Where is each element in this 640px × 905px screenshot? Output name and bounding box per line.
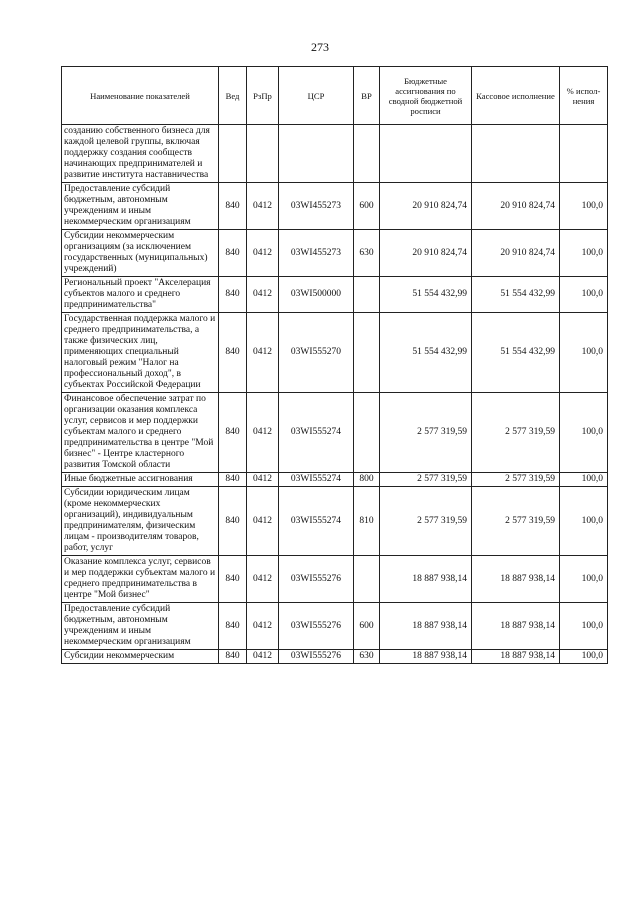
cell-ved: 840 <box>219 556 247 603</box>
table-row <box>62 277 608 313</box>
table-row <box>62 473 608 487</box>
cell-budget-allocation: 18 887 938,14 <box>380 650 472 664</box>
cell-csr: 03WI455273 <box>279 183 354 230</box>
header-execution-percent: % испол- нения <box>560 67 608 125</box>
cell-ved: 840 <box>219 393 247 473</box>
budget-execution-table <box>61 66 608 664</box>
cell-indicator-name: Субсидии некоммерческим организациям (за исключением государственных (муниципальных) учреждений) <box>62 230 219 277</box>
cell-budget-allocation: 20 910 824,74 <box>380 183 472 230</box>
cell-indicator-name: Финансовое обеспечение затрат по организации оказания комплекса услуг, сервисов и мер поддержки субъектам малого и среднего предпринимательства в центре "Мой бизнес" - Центре кластерного развития Томской области <box>62 393 219 473</box>
page-number: 273 <box>311 40 329 54</box>
cell-indicator-name: Предоставление субсидий бюджетным, автономным учреждениям и иным некоммерческим организациям <box>62 183 219 230</box>
cell-budget-allocation: 51 554 432,99 <box>380 277 472 313</box>
cell-ved: 840 <box>219 230 247 277</box>
cell-csr: 03WI500000 <box>279 277 354 313</box>
cell-ved: 840 <box>219 650 247 664</box>
cell-csr: 03WI555274 <box>279 473 354 487</box>
header-vr: ВР <box>354 67 380 125</box>
cell-cash-execution <box>472 125 560 183</box>
cell-execution-percent: 100,0 <box>560 556 608 603</box>
cell-execution-percent: 100,0 <box>560 313 608 393</box>
cell-cash-execution: 2 577 319,59 <box>472 487 560 556</box>
header-budget-allocation: Бюджетные ассигнования по сводной бюджетной росписи <box>380 67 472 125</box>
cell-execution-percent: 100,0 <box>560 277 608 313</box>
cell-cash-execution: 18 887 938,14 <box>472 650 560 664</box>
cell-csr: 03WI555276 <box>279 556 354 603</box>
cell-csr <box>279 125 354 183</box>
table-row <box>62 183 608 230</box>
cell-budget-allocation: 18 887 938,14 <box>380 556 472 603</box>
header-csr: ЦСР <box>279 67 354 125</box>
cell-ved: 840 <box>219 473 247 487</box>
cell-vr <box>354 393 380 473</box>
table-row <box>62 125 608 183</box>
cell-ved: 840 <box>219 277 247 313</box>
header-rzpr: РзПр <box>247 67 279 125</box>
cell-vr: 810 <box>354 487 380 556</box>
cell-budget-allocation: 2 577 319,59 <box>380 393 472 473</box>
cell-cash-execution: 51 554 432,99 <box>472 277 560 313</box>
cell-vr <box>354 556 380 603</box>
cell-vr: 630 <box>354 650 380 664</box>
cell-execution-percent: 100,0 <box>560 650 608 664</box>
cell-indicator-name: Государственная поддержка малого и среднего предпринимательства, а также физических лиц, применяющих специальный налоговый режим "Налог на профессиональный доход", в субъектах Российской Федерации <box>62 313 219 393</box>
cell-execution-percent <box>560 125 608 183</box>
header-cash-execution: Кассовое исполнение <box>472 67 560 125</box>
cell-vr: 600 <box>354 183 380 230</box>
table-header-row <box>62 67 608 125</box>
cell-cash-execution: 20 910 824,74 <box>472 230 560 277</box>
cell-indicator-name: Субсидии некоммерческим <box>62 650 219 664</box>
table-body <box>62 125 608 664</box>
cell-ved: 840 <box>219 183 247 230</box>
cell-execution-percent: 100,0 <box>560 487 608 556</box>
cell-cash-execution: 51 554 432,99 <box>472 313 560 393</box>
cell-indicator-name: Субсидии юридическим лицам (кроме некоммерческих организаций), индивидуальным предпринимателям, физическим лицам - производителям товаров, работ, услуг <box>62 487 219 556</box>
cell-rzpr: 0412 <box>247 650 279 664</box>
cell-indicator-name: Предоставление субсидий бюджетным, автономным учреждениям и иным некоммерческим организациям <box>62 603 219 650</box>
cell-execution-percent: 100,0 <box>560 603 608 650</box>
cell-budget-allocation: 20 910 824,74 <box>380 230 472 277</box>
cell-budget-allocation: 2 577 319,59 <box>380 473 472 487</box>
cell-rzpr: 0412 <box>247 230 279 277</box>
cell-budget-allocation: 51 554 432,99 <box>380 313 472 393</box>
cell-csr: 03WI555276 <box>279 603 354 650</box>
cell-vr: 630 <box>354 230 380 277</box>
cell-vr: 800 <box>354 473 380 487</box>
cell-rzpr <box>247 125 279 183</box>
cell-cash-execution: 20 910 824,74 <box>472 183 560 230</box>
table-row <box>62 393 608 473</box>
table-row <box>62 487 608 556</box>
cell-cash-execution: 18 887 938,14 <box>472 603 560 650</box>
cell-rzpr: 0412 <box>247 393 279 473</box>
cell-vr <box>354 313 380 393</box>
cell-cash-execution: 18 887 938,14 <box>472 556 560 603</box>
cell-budget-allocation: 18 887 938,14 <box>380 603 472 650</box>
cell-rzpr: 0412 <box>247 183 279 230</box>
cell-execution-percent: 100,0 <box>560 183 608 230</box>
cell-indicator-name: Иные бюджетные ассигнования <box>62 473 219 487</box>
cell-csr: 03WI455273 <box>279 230 354 277</box>
table-row <box>62 650 608 664</box>
cell-vr <box>354 277 380 313</box>
cell-vr: 600 <box>354 603 380 650</box>
cell-rzpr: 0412 <box>247 487 279 556</box>
cell-ved: 840 <box>219 603 247 650</box>
cell-rzpr: 0412 <box>247 277 279 313</box>
cell-execution-percent: 100,0 <box>560 393 608 473</box>
header-ved: Вед <box>219 67 247 125</box>
cell-execution-percent: 100,0 <box>560 473 608 487</box>
cell-indicator-name: Оказание комплекса услуг, сервисов и мер поддержки субъектам малого и среднего предпринимательства в центре "Мой бизнес" <box>62 556 219 603</box>
table-row <box>62 603 608 650</box>
cell-rzpr: 0412 <box>247 313 279 393</box>
cell-rzpr: 0412 <box>247 603 279 650</box>
cell-indicator-name: созданию собственного бизнеса для каждой целевой группы, включая поддержку создания сообществ начинающих предпринимателей и развитие института наставничества <box>62 125 219 183</box>
cell-ved <box>219 125 247 183</box>
cell-cash-execution: 2 577 319,59 <box>472 393 560 473</box>
cell-csr: 03WI555274 <box>279 487 354 556</box>
cell-budget-allocation: 2 577 319,59 <box>380 487 472 556</box>
header-indicator-name: Наименование показателей <box>62 67 219 125</box>
cell-csr: 03WI555276 <box>279 650 354 664</box>
cell-rzpr: 0412 <box>247 556 279 603</box>
cell-cash-execution: 2 577 319,59 <box>472 473 560 487</box>
cell-vr <box>354 125 380 183</box>
table-row <box>62 556 608 603</box>
cell-execution-percent: 100,0 <box>560 230 608 277</box>
cell-budget-allocation <box>380 125 472 183</box>
cell-csr: 03WI555274 <box>279 393 354 473</box>
cell-ved: 840 <box>219 313 247 393</box>
table-row <box>62 313 608 393</box>
cell-rzpr: 0412 <box>247 473 279 487</box>
cell-indicator-name: Региональный проект "Акселерация субъектов малого и среднего предпринимательства" <box>62 277 219 313</box>
table-row <box>62 230 608 277</box>
cell-csr: 03WI555270 <box>279 313 354 393</box>
cell-ved: 840 <box>219 487 247 556</box>
